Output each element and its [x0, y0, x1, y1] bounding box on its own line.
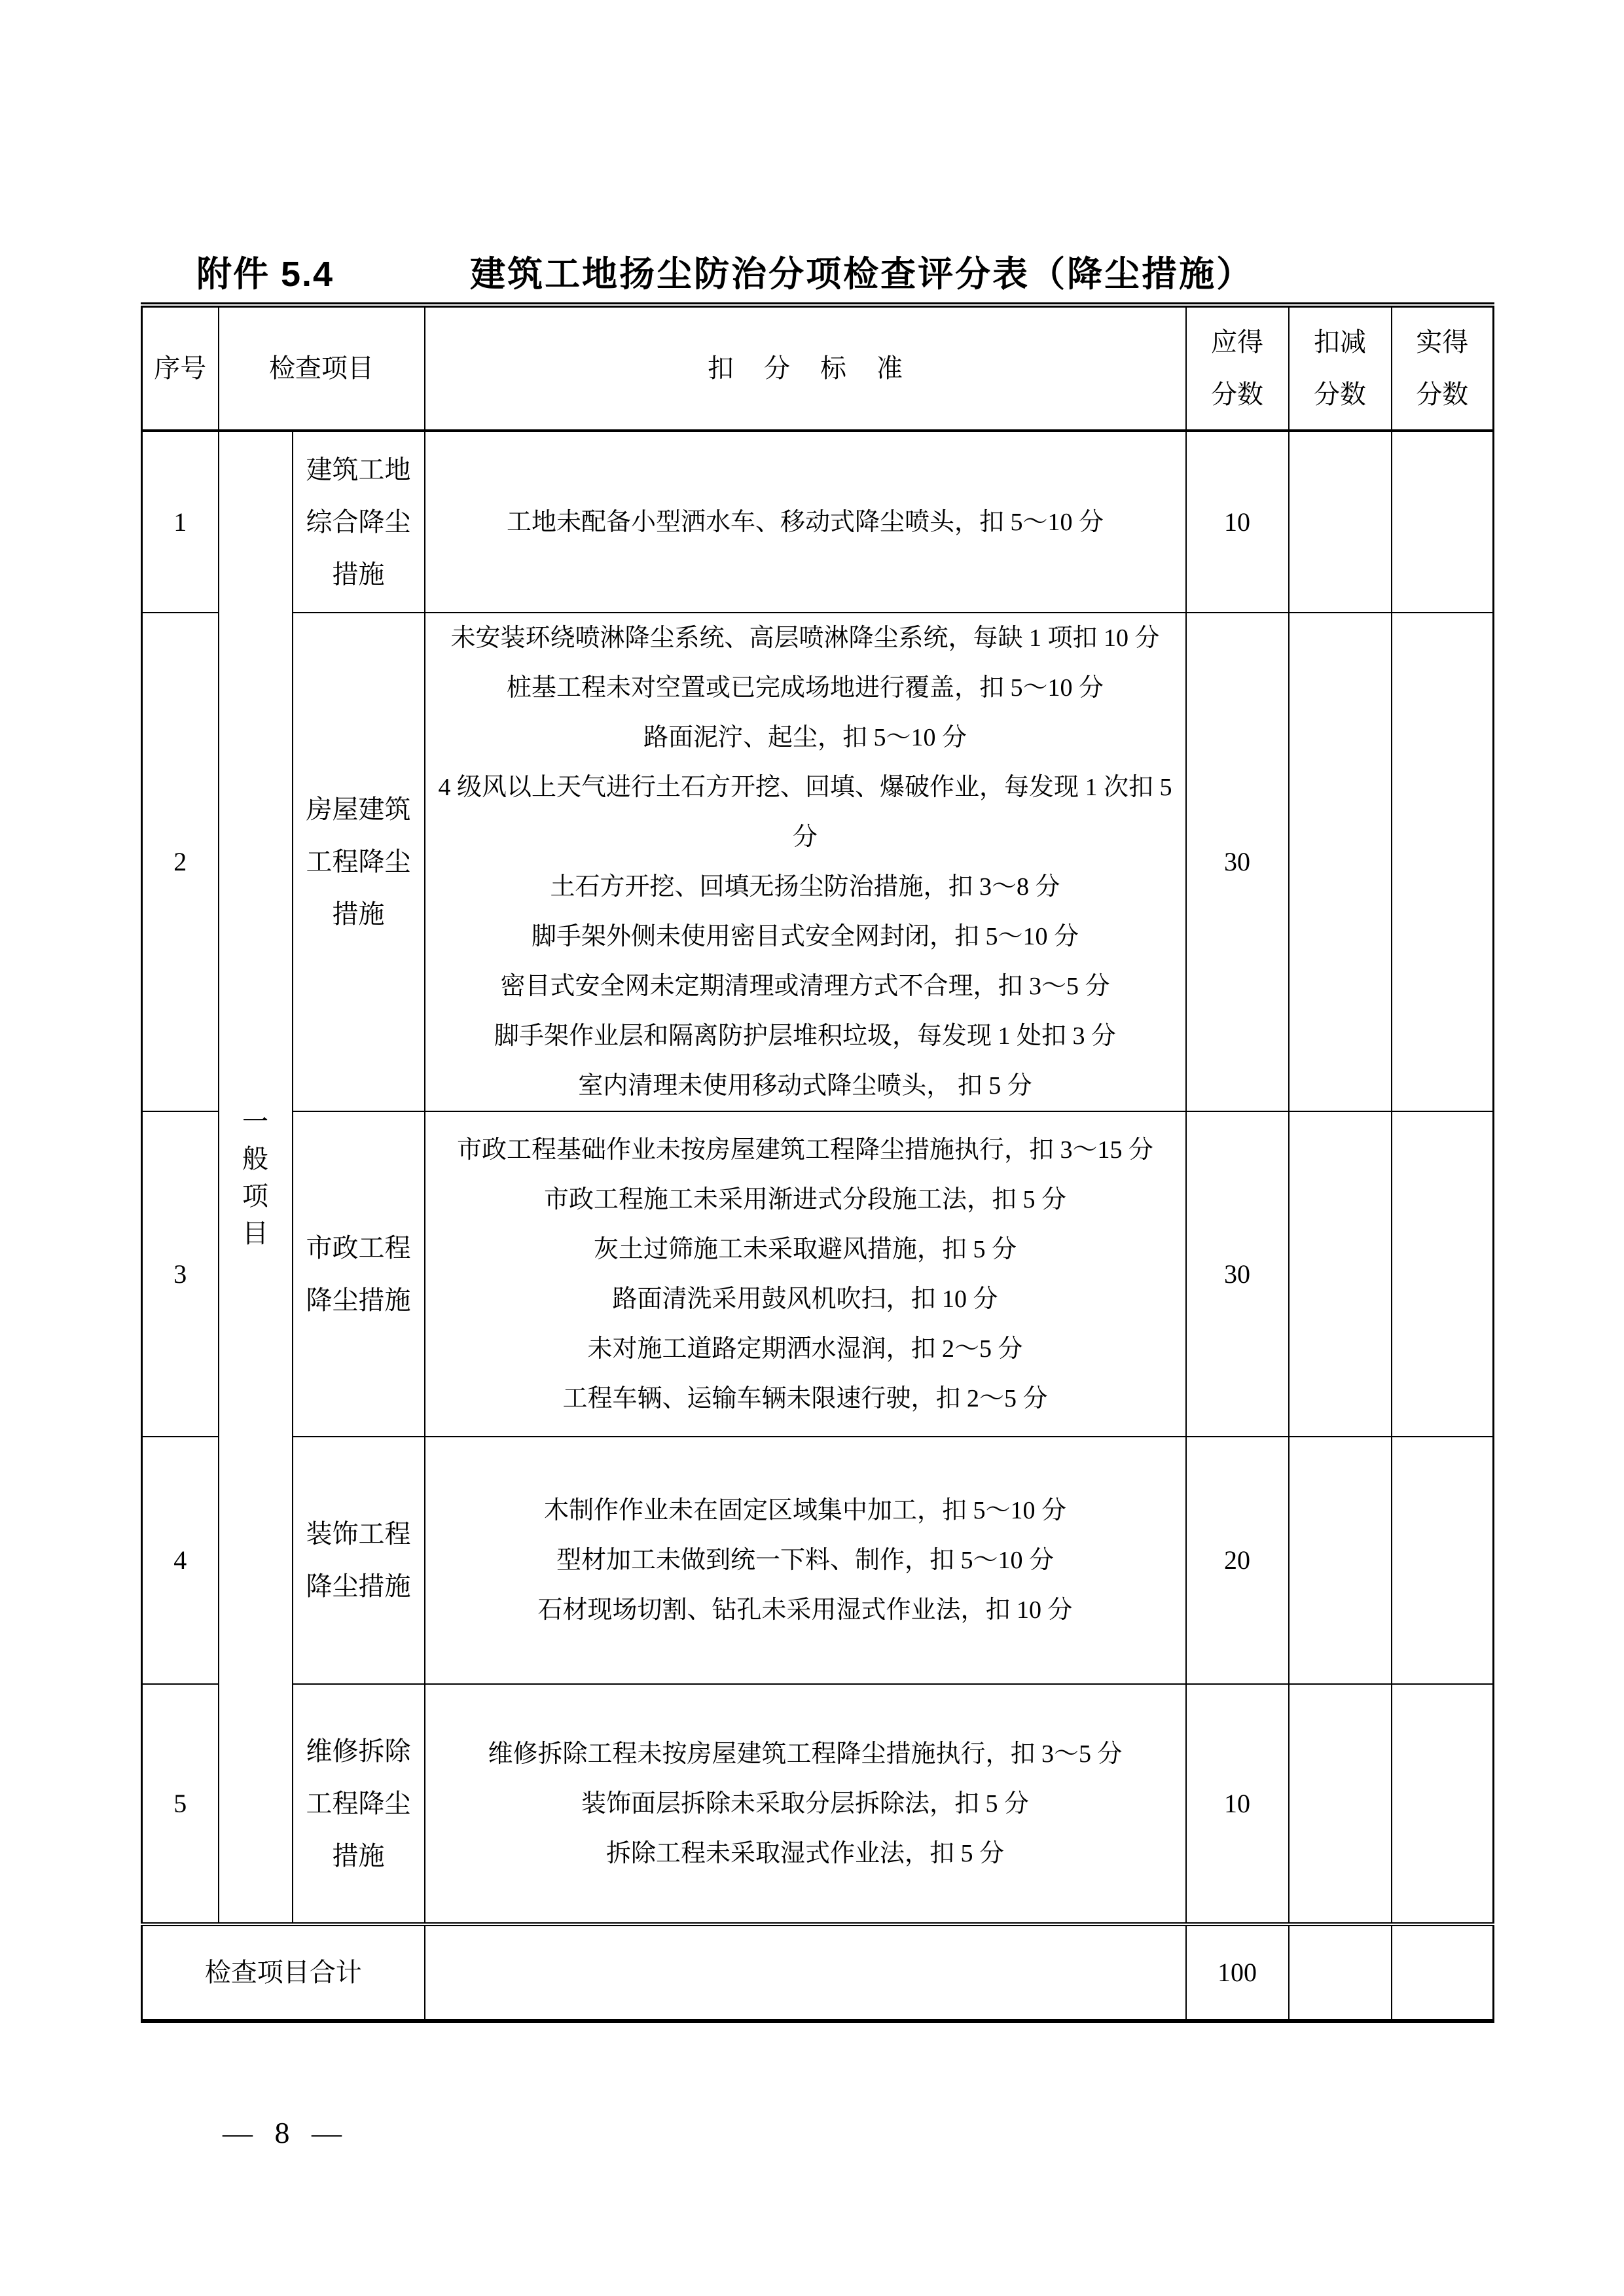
expected-score-cell: 10 [1186, 431, 1289, 613]
deduction-score-cell [1289, 1437, 1392, 1684]
category-char: 目 [242, 1218, 268, 1248]
criteria-line: 4 级风以上天气进行土石方开挖、回填、爆破作业，每发现 1 次扣 5 分 [438, 774, 1172, 851]
attachment-label: 附件 5.4 [196, 255, 334, 294]
serial-cell: 3 [142, 1111, 219, 1437]
item-line: 房屋建筑 [306, 795, 411, 824]
criteria-line: 桩基工程未对空置或已完成场地进行覆盖，扣 5～10 分 [506, 674, 1104, 702]
category-char: 般 [242, 1143, 268, 1174]
criteria-line: 脚手架外侧未使用密目式安全网封闭，扣 5～10 分 [531, 923, 1079, 950]
item-cell [293, 1111, 425, 1437]
actual-score-cell [1392, 1684, 1494, 1924]
criteria-line: 路面泥泞、起尘，扣 5～10 分 [643, 724, 967, 751]
header-item: 检查项目 [219, 305, 425, 431]
table-row [142, 431, 1494, 613]
total-row [142, 1924, 1494, 2021]
criteria-line: 型材加工未做到统一下料、制作，扣 5～10 分 [556, 1547, 1054, 1574]
header-deduction-line2: 分数 [1314, 380, 1366, 409]
table-row [142, 1111, 1494, 1437]
criteria-line: 拆除工程未采取湿式作业法，扣 5 分 [605, 1839, 1004, 1867]
actual-score-cell [1392, 431, 1494, 613]
criteria-line: 室内清理未使用移动式降尘喷头， 扣 5 分 [578, 1072, 1032, 1100]
table-row [142, 613, 1494, 1111]
total-deduction-score-cell [1289, 1924, 1392, 2021]
header-criteria: 扣 分 标 准 [425, 305, 1186, 431]
criteria-line: 未安装环绕喷淋降尘系统、高层喷淋降尘系统，每缺 1 项扣 10 分 [450, 624, 1160, 652]
category-char: 一 [242, 1106, 268, 1136]
table-row [142, 1684, 1494, 1924]
item-line: 措施 [332, 899, 385, 929]
category-cell-general-items [219, 431, 293, 1924]
criteria-line: 灰土过筛施工未采取避风措施，扣 5 分 [593, 1235, 1017, 1263]
header-expected-line1: 应得 [1211, 327, 1263, 357]
criteria-line: 维修拆除工程未按房屋建筑工程降尘措施执行，扣 3～5 分 [488, 1740, 1123, 1768]
criteria-cell [425, 613, 1186, 1111]
item-line: 工程降尘 [306, 1788, 411, 1818]
header-expected-line2: 分数 [1211, 380, 1263, 409]
item-line: 措施 [332, 1840, 385, 1871]
total-criteria-cell [425, 1924, 1186, 2021]
criteria-cell [425, 1111, 1186, 1437]
footer-page-number: — 8 — [223, 2116, 343, 2149]
item-line: 措施 [332, 559, 385, 589]
item-line: 降尘措施 [306, 1285, 411, 1315]
criteria-line: 市政工程基础作业未按房屋建筑工程降尘措施执行，扣 3～15 分 [456, 1136, 1153, 1164]
criteria-cell [425, 1437, 1186, 1684]
item-line: 降尘措施 [306, 1571, 411, 1601]
criteria-line: 工地未配备小型洒水车、移动式降尘喷头，扣 5～10 分 [506, 508, 1104, 536]
table-row [142, 1437, 1494, 1684]
criteria-line: 路面清洗采用鼓风机吹扫，扣 10 分 [612, 1285, 998, 1313]
criteria-line: 土石方开挖、回填无扬尘防治措施，扣 3～8 分 [550, 873, 1060, 901]
title-block [196, 246, 1493, 296]
item-cell [293, 1684, 425, 1924]
criteria-line: 未对施工道路定期洒水湿润，扣 2～5 分 [587, 1335, 1023, 1363]
total-actual-score-cell [1392, 1924, 1494, 2021]
criteria-line: 市政工程施工未采用渐进式分段施工法，扣 5 分 [543, 1185, 1066, 1213]
actual-score-cell [1392, 1437, 1494, 1684]
deduction-score-cell [1289, 431, 1392, 613]
item-line: 装饰工程 [306, 1519, 411, 1549]
page-title: 建筑工地扬尘防治分项检查评分表（降尘措施） [470, 255, 1254, 294]
total-expected-score-cell: 100 [1186, 1924, 1289, 2021]
item-line: 建筑工地 [306, 454, 411, 484]
item-line: 工程降尘 [306, 847, 411, 876]
category-char: 项 [242, 1181, 268, 1211]
serial-cell: 1 [142, 431, 219, 613]
header-serial: 序号 [142, 305, 219, 431]
criteria-line: 密目式安全网未定期清理或清理方式不合理，扣 3～5 分 [500, 973, 1110, 1000]
header-actual-line2: 分数 [1416, 380, 1469, 409]
criteria-line: 装饰面层拆除未采取分层拆除法，扣 5 分 [581, 1789, 1029, 1818]
serial-cell: 5 [142, 1684, 219, 1924]
criteria-cell [425, 431, 1186, 613]
criteria-line: 木制作作业未在固定区域集中加工，扣 5～10 分 [543, 1497, 1066, 1524]
expected-score-cell: 30 [1186, 613, 1289, 1111]
item-cell [293, 613, 425, 1111]
table-header-row [142, 305, 1494, 431]
actual-score-cell [1392, 1111, 1494, 1437]
header-deduction-line1: 扣减 [1314, 327, 1366, 357]
header-actual-score [1392, 305, 1494, 431]
actual-score-cell [1392, 613, 1494, 1111]
item-line: 市政工程 [306, 1232, 411, 1263]
header-expected-score [1186, 305, 1289, 431]
score-table [141, 302, 1494, 2023]
item-line: 综合降尘 [306, 507, 411, 537]
serial-cell: 4 [142, 1437, 219, 1684]
item-cell [293, 431, 425, 613]
header-actual-line1: 实得 [1416, 327, 1469, 357]
criteria-line: 石材现场切割、钻孔未采用湿式作业法，扣 10 分 [537, 1596, 1073, 1624]
expected-score-cell: 20 [1186, 1437, 1289, 1684]
expected-score-cell: 10 [1186, 1684, 1289, 1924]
criteria-cell [425, 1684, 1186, 1924]
deduction-score-cell [1289, 613, 1392, 1111]
criteria-line: 工程车辆、运输车辆未限速行驶，扣 2～5 分 [562, 1384, 1048, 1412]
deduction-score-cell [1289, 1684, 1392, 1924]
total-label-cell: 检查项目合计 [142, 1924, 425, 2021]
criteria-line: 脚手架作业层和隔离防护层堆积垃圾，每发现 1 处扣 3 分 [494, 1022, 1116, 1050]
expected-score-cell: 30 [1186, 1111, 1289, 1437]
deduction-score-cell [1289, 1111, 1392, 1437]
item-line: 维修拆除 [306, 1736, 411, 1766]
header-deduction-score [1289, 305, 1392, 431]
serial-cell: 2 [142, 613, 219, 1111]
item-cell [293, 1437, 425, 1684]
